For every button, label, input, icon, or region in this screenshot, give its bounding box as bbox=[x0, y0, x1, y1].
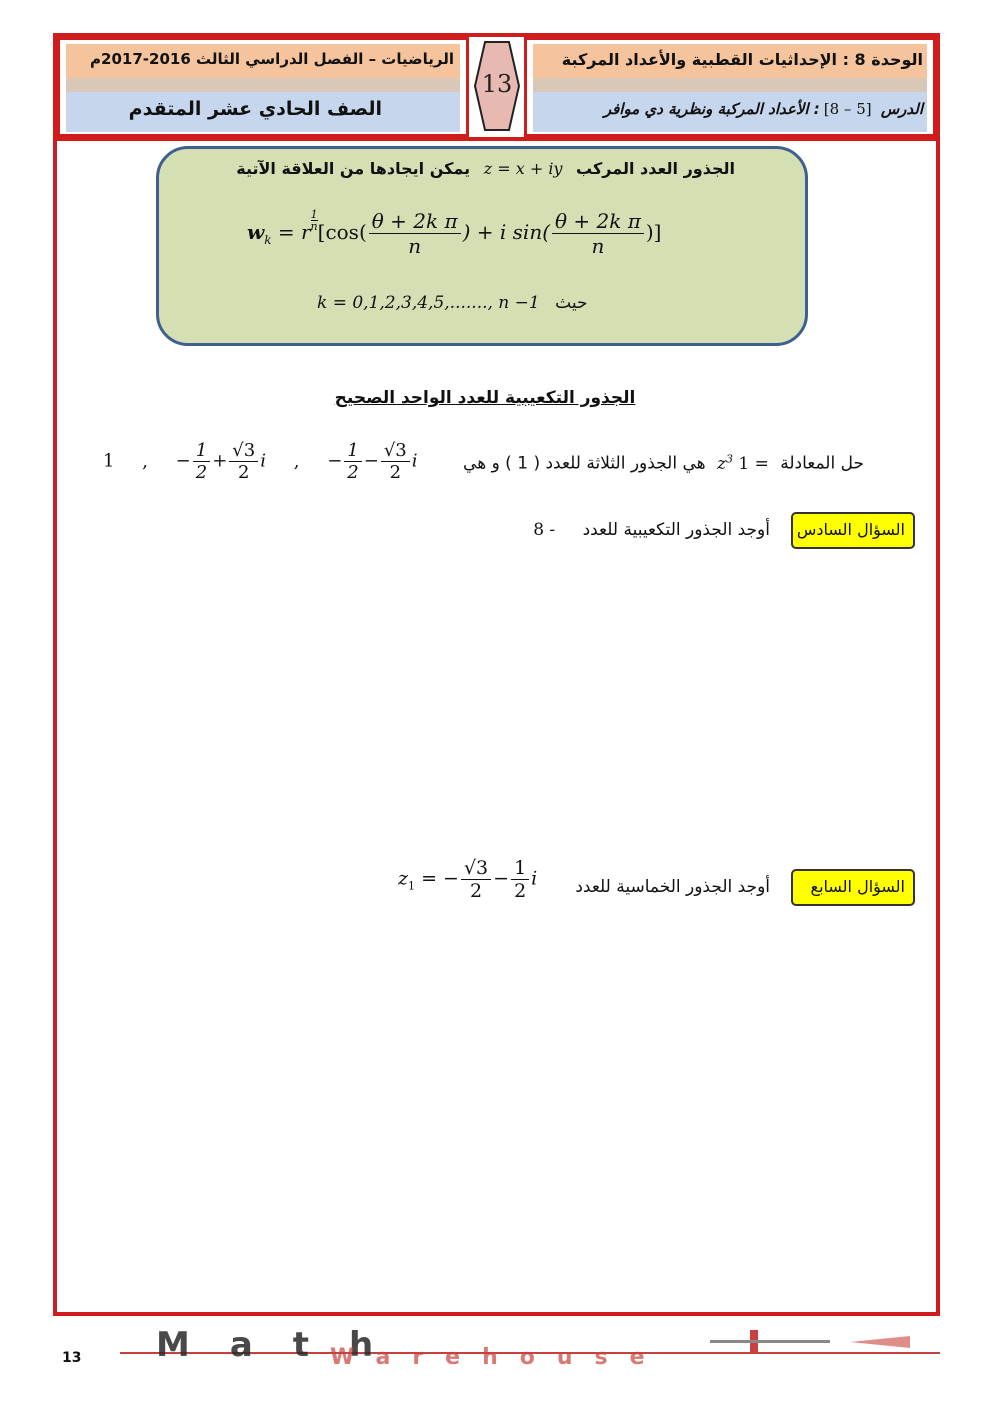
k-range: k = 0,1,2,3,4,5,......., n −1 حيث bbox=[317, 293, 588, 313]
logo-word-warehouse: Warehouse bbox=[330, 1345, 667, 1368]
header-divider bbox=[53, 137, 940, 141]
footer-page-number: 13 bbox=[62, 1350, 82, 1366]
logo-word-math: Math bbox=[156, 1326, 414, 1365]
question-6-text: أوجد الجذور التكعيبية للعدد 8 - bbox=[533, 520, 770, 540]
question-7-text: أوجد الجذور الخماسية للعدد bbox=[575, 877, 770, 897]
math-warehouse-logo bbox=[150, 1326, 910, 1368]
section-title: الجذور التكعيبية للعدد الواحد الصحيح bbox=[334, 388, 636, 408]
question-6-label: السؤال السادس bbox=[791, 512, 915, 549]
lesson-title: الدرس [8 – 5]: الأعداد المركبة ونظرية دي موافر bbox=[603, 100, 923, 118]
unity-equation-text: حل المعادلة $z^3$ 1 = هي الجذور الثلاثة للعدد ( 1 ) و هي bbox=[463, 452, 864, 474]
question-7-number: $z_1$ = − $\frac{√3}{2}$ − $\frac{1}{2}$ i bbox=[398, 857, 538, 902]
grade-title: الصف الحادي عشر المتقدم bbox=[128, 98, 382, 120]
question-7-label: السؤال السابع bbox=[791, 869, 915, 906]
unit-header-box bbox=[524, 37, 936, 137]
unity-roots: 1 , − $\frac{1}{2}$ + $\frac{√3}{2}$ i , − $\frac{1}{2}$ − $\frac{√3}{2}$ i bbox=[103, 440, 418, 483]
subject-header-box bbox=[57, 37, 469, 137]
page-badge-number: 13 bbox=[481, 70, 513, 98]
unit-title: الوحدة 8 : الإحداثيات القطبية والأعداد المركبة bbox=[561, 50, 923, 69]
roots-formula: $w_k = r$ $^{\frac{1}{n}}$ [cos( $\frac{\text{θ + 2k π}}{n}$ ) + i sin( $\frac{\text{θ + 2k π}}{n}$ )] bbox=[247, 208, 662, 258]
formula-intro: الجذور العدد المركب z = x + iy يمكن ايجادها من العلاقة الآتية bbox=[236, 159, 735, 178]
subject-term: الرياضيات – الفصل الدراسي الثالث 2016-2017م bbox=[90, 50, 454, 68]
roots-formula-box bbox=[156, 146, 808, 346]
